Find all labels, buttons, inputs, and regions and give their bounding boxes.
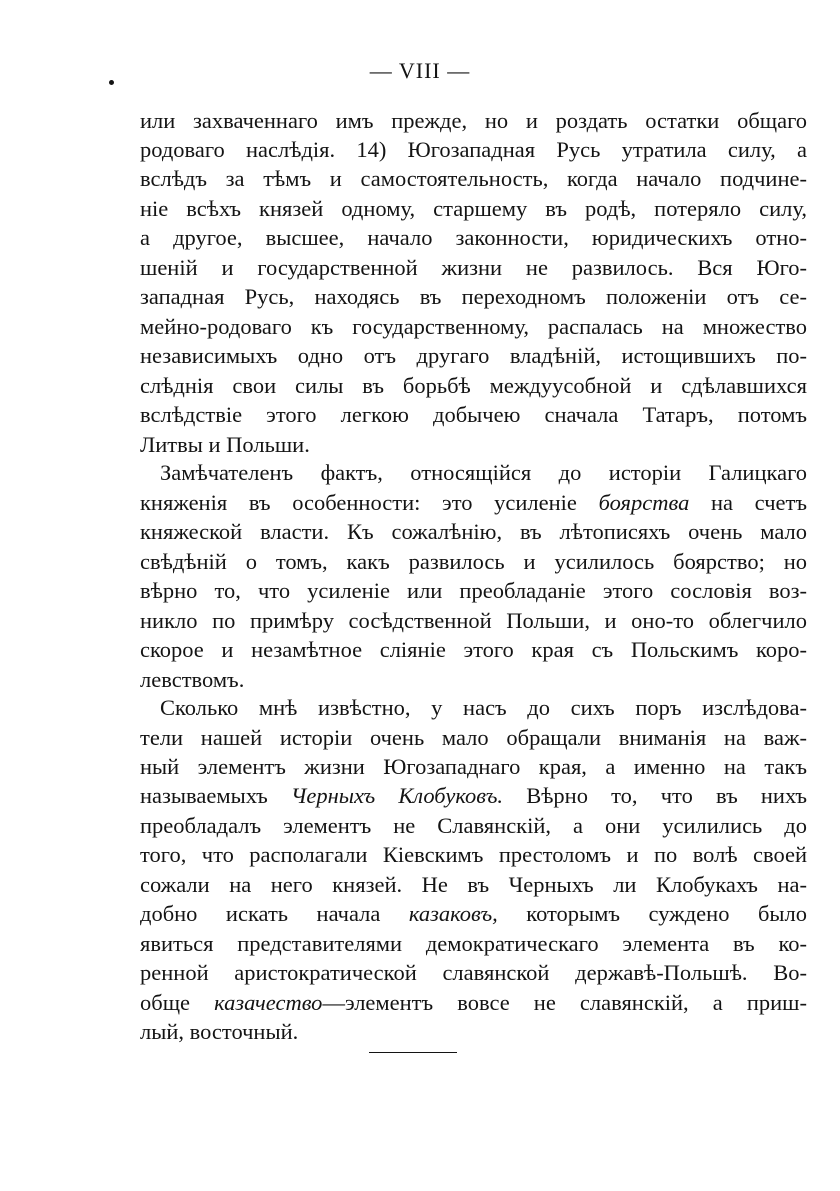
text-line xyxy=(140,929,807,959)
line-text: княженія въ особенности: это усиленіе xyxy=(140,490,599,515)
line-text: вслѣдствіе этого легкою добычею сначала Татаръ, потомъ xyxy=(140,402,807,427)
text-line xyxy=(140,135,807,165)
italic-term: казачество xyxy=(214,990,323,1015)
text-line xyxy=(140,723,807,753)
text-line xyxy=(140,282,807,312)
text-line xyxy=(140,576,807,606)
line-text: шеній и государственной жизни не развилось. Вся Юго- xyxy=(140,255,807,280)
text-line xyxy=(140,223,807,253)
line-text: —элементъ вовсе не славянскій, а приш- xyxy=(322,990,807,1015)
text-line xyxy=(140,312,807,342)
italic-term: Черныхъ Клобуковъ. xyxy=(290,783,504,808)
text-line xyxy=(140,635,807,665)
text-line xyxy=(140,341,807,371)
text-line xyxy=(140,870,807,900)
text-line xyxy=(140,811,807,841)
line-text: Замѣчателенъ фактъ, относящійся до исторіи Галицкаго xyxy=(160,460,807,485)
text-line xyxy=(140,606,807,636)
line-text: преобладалъ элементъ не Славянскій, а они усилились до xyxy=(140,813,807,838)
line-text: мейно-родоваго къ государственному, распалась на множество xyxy=(140,314,807,339)
line-text: добно искать начала xyxy=(140,901,409,926)
text-line xyxy=(160,458,807,488)
page-number: — VIII — xyxy=(369,58,471,83)
line-text: Сколько мнѣ извѣстно, у насъ до сихъ поръ изслѣдова- xyxy=(160,695,807,720)
text-line xyxy=(140,517,807,547)
line-text: свѣдѣній о томъ, какъ развилось и усилилось боярство; но xyxy=(140,549,807,574)
italic-term: казаковъ, xyxy=(408,901,498,926)
line-text: ренной аристократической славянской державѣ-Польшѣ. Во- xyxy=(140,960,807,985)
line-text: которымъ суждено было xyxy=(497,901,807,926)
text-line xyxy=(140,547,807,577)
text-line xyxy=(140,752,807,782)
line-text: ный элементъ жизни Югозападнаго края, а именно на такъ xyxy=(140,754,807,779)
line-text: слѣднія свои силы въ борьбѣ междуусобной и сдѣлавшихся xyxy=(140,373,807,398)
line-text: называемыхъ xyxy=(140,783,291,808)
text-line xyxy=(140,164,807,194)
line-text: вѣрно то, что усиленіе или преобладаніе этого сословія воз- xyxy=(140,578,807,603)
text-line xyxy=(140,958,807,988)
text-line xyxy=(140,840,807,870)
line-text: Вѣрно то, что въ нихъ xyxy=(503,783,808,808)
text-line xyxy=(140,988,807,1018)
line-text: лый, восточный. xyxy=(140,1019,299,1044)
text-line xyxy=(140,899,807,929)
end-rule xyxy=(369,1052,457,1053)
text-line xyxy=(140,430,807,460)
line-text: сожали на него князей. Не въ Черныхъ ли Клобукахъ на- xyxy=(140,872,807,897)
line-text: левствомъ. xyxy=(140,667,245,692)
line-text: вслѣдъ за тѣмъ и самостоятельность, когда начало подчине- xyxy=(140,166,807,191)
line-text: а другое, высшее, начало законности, юридическихъ отно- xyxy=(140,225,807,250)
line-text: ніе всѣхъ князей одному, старшему въ родѣ, потеряло силу, xyxy=(140,196,807,221)
line-text: родоваго наслѣдія. 14) Югозападная Русь утратила силу, а xyxy=(140,137,807,162)
text-line xyxy=(140,1017,807,1047)
line-text: на счетъ xyxy=(689,490,807,515)
line-text: княжеской власти. Къ сожалѣнію, въ лѣтописяхъ очень мало xyxy=(140,519,807,544)
line-text: никло по примѣру сосѣдственной Польши, и оно-то облегчило xyxy=(140,608,807,633)
text-line xyxy=(140,665,807,695)
text-line xyxy=(140,194,807,224)
italic-term: боярства xyxy=(598,490,690,515)
line-text: или захваченнаго имъ прежде, но и роздать остатки общаго xyxy=(140,108,807,133)
line-text: Литвы и Польши. xyxy=(140,432,310,457)
text-line xyxy=(160,693,807,723)
text-line xyxy=(140,253,807,283)
line-text: того, что располагали Кіевскимъ престоломъ и по волѣ своей xyxy=(140,842,807,867)
text-line xyxy=(140,106,807,136)
ink-speck xyxy=(109,80,114,85)
text-line xyxy=(140,371,807,401)
line-text: обще xyxy=(140,990,215,1015)
line-text: тели нашей исторіи очень мало обращали вниманія на важ- xyxy=(140,725,807,750)
text-line xyxy=(140,400,807,430)
line-text: западная Русь, находясь въ переходномъ положеніи отъ се- xyxy=(140,284,807,309)
text-line xyxy=(140,488,807,518)
line-text: скорое и незамѣтное сліяніе этого края съ Польскимъ коро- xyxy=(140,637,807,662)
line-text: явиться представителями демократическаго элемента въ ко- xyxy=(140,931,807,956)
text-line xyxy=(140,781,807,811)
line-text: независимыхъ одно отъ другаго владѣній, истощившихъ по- xyxy=(140,343,807,368)
